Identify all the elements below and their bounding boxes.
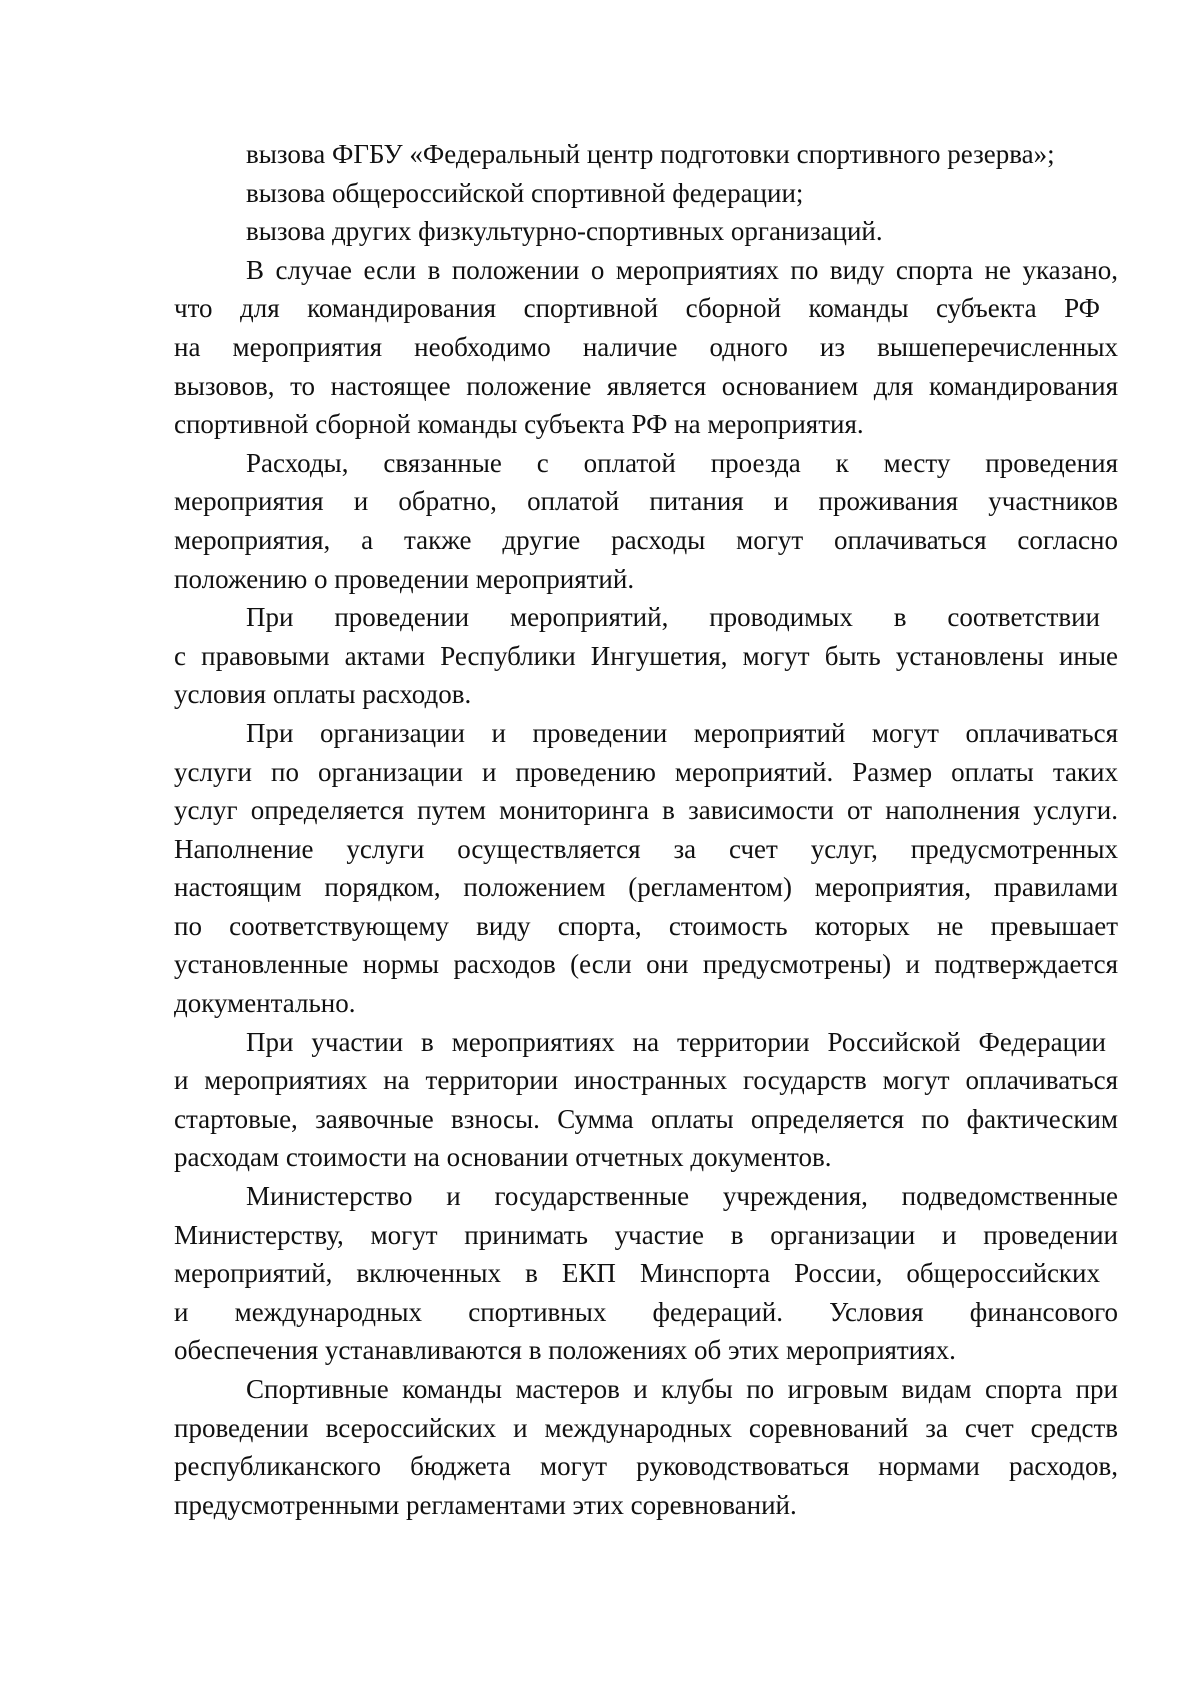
paragraph-line: стартовые, заявочные взносы. Сумма оплаты определяется по фактическим	[174, 1103, 1118, 1134]
paragraph-line: предусмотренными регламентами этих соревнований.	[174, 1489, 797, 1520]
paragraph-line: Министерство и государственные учреждения, подведомственные	[246, 1181, 1118, 1212]
paragraph-line: с правовыми актами Республики Ингушетия, могут быть установлены иные	[174, 640, 1118, 671]
paragraph-line: на мероприятия необходимо наличие одного из вышеперечисленных	[174, 331, 1118, 362]
paragraph-line: услуги по организации и проведению мероприятий. Размер оплаты таких	[174, 756, 1118, 787]
paragraph-line: спортивной сборной команды субъекта РФ на мероприятия.	[174, 409, 864, 440]
paragraph-line: республиканского бюджета могут руководствоваться нормами расходов,	[174, 1451, 1118, 1482]
paragraph-line: При участии в мероприятиях на территории Российской Федерации	[246, 1026, 1106, 1057]
paragraph-line: мероприятия и обратно, оплатой питания и проживания участников	[174, 486, 1118, 517]
list-item-other-orgs-call: вызова других физкультурно-спортивных организаций.	[246, 216, 883, 247]
list-item-federation-call: вызова общероссийской спортивной федерации;	[246, 177, 804, 208]
paragraph-line: и мероприятиях на территории иностранных государств могут оплачиваться	[174, 1065, 1118, 1096]
list-item-fgbu-call: вызова ФГБУ «Федеральный центр подготовки спортивного резерва»;	[246, 139, 1055, 169]
document-body	[174, 135, 1118, 1524]
paragraph-line: условия оплаты расходов.	[174, 679, 472, 710]
paragraph-line: При проведении мероприятий, проводимых в соответствии	[246, 602, 1100, 633]
paragraph-line: Спортивные команды мастеров и клубы по игровым видам спорта при	[246, 1374, 1118, 1404]
paragraph-line: обеспечения устанавливаются в положениях об этих мероприятиях.	[174, 1335, 956, 1366]
paragraph-line: Министерству, могут принимать участие в организации и проведении	[174, 1219, 1118, 1250]
paragraph-line: положению о проведении мероприятий.	[174, 563, 635, 594]
paragraph-line: установленные нормы расходов (если они предусмотрены) и подтверждается	[174, 949, 1118, 980]
paragraph-line: Расходы, связанные с оплатой проезда к месту проведения	[246, 447, 1118, 478]
paragraph-line: услуг определяется путем мониторинга в зависимости от наполнения услуги.	[174, 795, 1118, 826]
paragraph-line: проведении всероссийских и международных соревнований за счет средств	[174, 1412, 1118, 1443]
paragraph-line: расходам стоимости на основании отчетных документов.	[174, 1142, 832, 1173]
paragraph-line: Наполнение услуги осуществляется за счет услуг, предусмотренных	[174, 833, 1118, 864]
paragraph-line: настоящим порядком, положением (регламентом) мероприятия, правилами	[174, 872, 1118, 903]
paragraph-line: и международных спортивных федераций. Условия финансового	[174, 1296, 1118, 1327]
paragraph-line: по соответствующему виду спорта, стоимость которых не превышает	[174, 910, 1118, 941]
paragraph-line: мероприятия, а также другие расходы могут оплачиваться согласно	[174, 524, 1118, 555]
paragraph-line: В случае если в положении о мероприятиях по виду спорта не указано,	[246, 254, 1118, 285]
paragraph-line: что для командирования спортивной сборной команды субъекта РФ	[174, 293, 1100, 324]
paragraph-line: мероприятий, включенных в ЕКП Минспорта России, общероссийских	[174, 1258, 1100, 1289]
paragraph-line: вызовов, то настоящее положение является основанием для командирования	[174, 370, 1118, 401]
paragraph-line: При организации и проведении мероприятий могут оплачиваться	[246, 717, 1118, 748]
paragraph-line: документально.	[174, 988, 356, 1019]
